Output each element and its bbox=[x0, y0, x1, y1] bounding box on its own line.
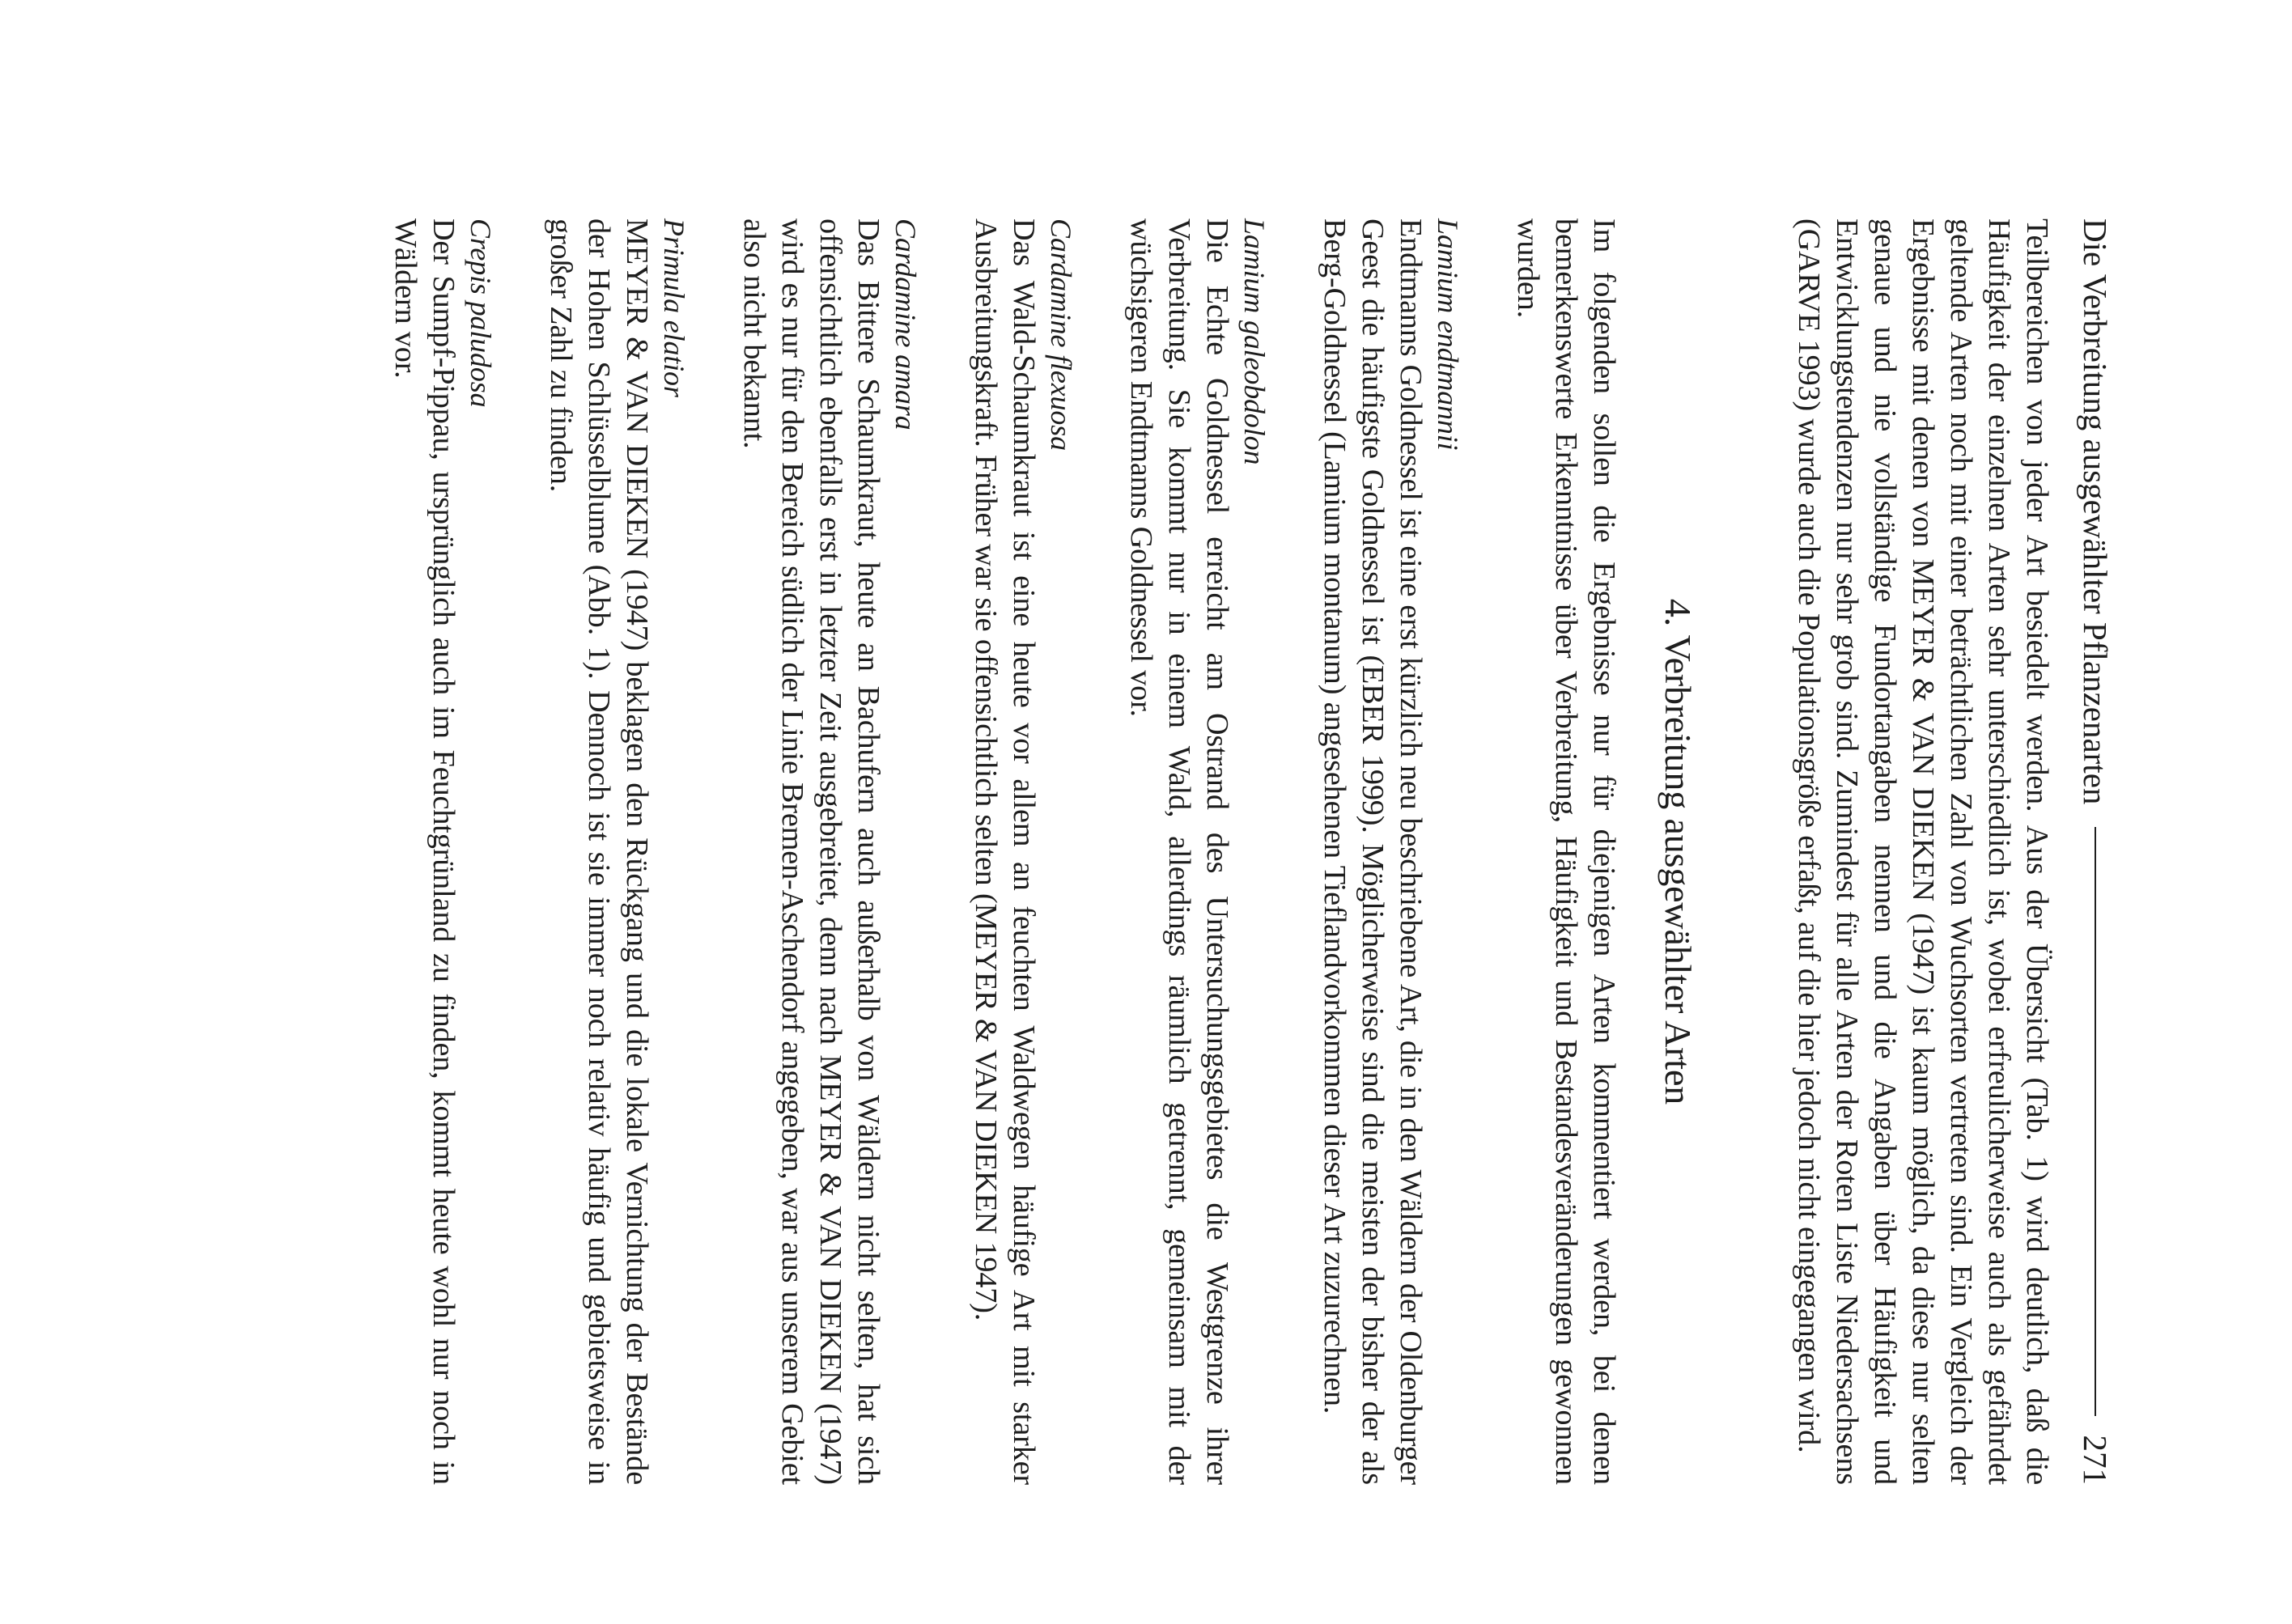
species-entry-primula-elatior bbox=[541, 218, 693, 1485]
page-number: 271 bbox=[2077, 1435, 2115, 1485]
species-description: Die Echte Goldnessel erreicht am Ostrand des Untersuchungsgebietes die Westgrenze ihrer Verbreitung. Sie kommt nur in einem Wald, allerdings räumlich getrennt, gemeinsam mit der wüchsigeren Endtmanns Goldnessel vor. bbox=[1124, 218, 1234, 1485]
species-description: MEYER & VAN DIEKEN (1947) beklagen den Rückgang und die lokale Vernichtung der Bestände der Hohen Schlüsselblume (Abb. 1). Dennoch ist sie immer noch relativ häufig und gebietsweise in großer Zahl zu finden. bbox=[544, 218, 654, 1485]
species-entry-cardamine-amara bbox=[735, 218, 924, 1485]
species-name: Cardamine flexuosa bbox=[1045, 218, 1077, 451]
species-name: Cardamine amara bbox=[889, 218, 922, 430]
species-description: Endtmanns Goldnessel ist eine erst kürzlich neu beschriebene Art, die in den Wäldern der Oldenburger Geest die häufigste Goldnessel ist (EBER 1999). Möglicherweise sind die meisten der bisher der als Berg-Goldnessel (Lamium montanum) angesehenen Tieflandvorkommen dieser Art zuzurechnen. bbox=[1318, 218, 1428, 1485]
species-name: Lamium endtmannii bbox=[1432, 218, 1464, 451]
running-title: Die Verbreitung ausgewählter Pflanzenarten bbox=[2077, 218, 2115, 805]
species-description: Das Bittere Schaumkraut, heute an Bachufern auch außerhalb von Wäldern nicht selten, hat sich offensichtlich ebenfalls erst in letzter Zeit ausgebreitet, denn nach MEYER & VAN DIEKEN (1947) wird es nur für den Bereich südlich der Linie Bremen-Aschendorf angegeben, war aus unserem Gebiet also nicht bekannt. bbox=[737, 218, 885, 1485]
species-entry-lamium-endtmannii bbox=[1315, 218, 1466, 1485]
species-name: Primula elatior bbox=[658, 218, 690, 397]
species-entry-cardamine-flexuosa bbox=[966, 218, 1080, 1485]
continuation-paragraph: Teilbereichen von jeder Art besiedelt werden. Aus der Übersicht (Tab. 1) wird deutlich, daß die Häufigkeit der einzelnen Arten sehr unterschiedlich ist, wobei erfreulicherweise auch als gefährdet geltende Arten noch mit einer beträchtlichen Zahl von Wuchsorten vertreten sind. Ein Vergleich der Ergebnisse mit denen von MEYER & VAN DIEKEN (1947) ist kaum möglich, da diese nur selten genaue und nie vollständige Fundortangaben nennen und die Angaben über Häufigkeit und Entwicklungstendenzen nur sehr grob sind. Zumindest für alle Arten der Roten Liste Niedersachsens (GARVE 1993) wurde auch die Populationsgröße erfaßt, auf die hier jedoch nicht eingegangen wird. bbox=[1792, 218, 2054, 1485]
page-body bbox=[81, 218, 2056, 1485]
intro-paragraph: Im folgenden sollen die Ergebnisse nur für diejenigen Arten kommentiert werden, bei denen bemerkenswerte Erkenntnisse über Verbreitung, Häufigkeit und Bestandesveränderungen gewonnen wurden. bbox=[1511, 218, 1621, 1485]
species-name: Crepis paludosa bbox=[465, 218, 497, 408]
header-rule bbox=[2095, 827, 2096, 1415]
section-heading: 4. Verbreitung ausgewählter Arten bbox=[1657, 598, 1699, 1105]
species-description: Das Wald-Schaumkraut ist eine heute vor allem an feuchten Waldwegen häufige Art mit starker Ausbreitungskraft. Früher war sie offensichtlich selten (MEYER & VAN DIEKEN 1947). bbox=[969, 218, 1041, 1485]
species-name: Lamium galeobdolon bbox=[1238, 218, 1271, 465]
species-entry-lamium-galeobdolon bbox=[1122, 218, 1273, 1485]
running-header bbox=[2067, 218, 2124, 1485]
species-entry-crepis-paludosa bbox=[386, 218, 499, 1485]
species-description: Der Sumpf-Pippau, ursprünglich auch im Feuchtgrünland zu finden, kommt heute wohl nur noch in Wäldern vor. bbox=[388, 218, 461, 1485]
